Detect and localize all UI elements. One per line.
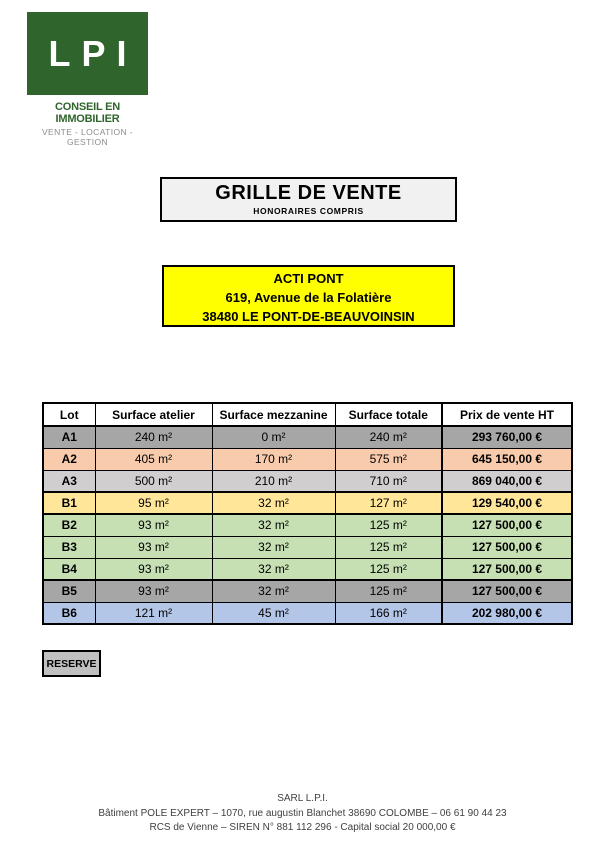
header-surface-mezzanine: Surface mezzanine — [212, 403, 335, 426]
table-row — [43, 426, 572, 448]
lot-id: B6 — [43, 602, 95, 624]
page-title: GRILLE DE VENTE — [215, 182, 402, 204]
lot-id: A2 — [43, 448, 95, 470]
document-title-box — [160, 177, 457, 222]
table-row — [43, 448, 572, 470]
lot-id: B4 — [43, 558, 95, 580]
surface-atelier-value: 500 m² — [95, 470, 212, 492]
prix-value: 645 150,00 € — [442, 448, 572, 470]
lot-id: A3 — [43, 470, 95, 492]
page-subtitle: HONORAIRES COMPRIS — [253, 206, 364, 216]
property-city: 38480 LE PONT-DE-BEAUVOINSIN — [202, 309, 415, 324]
prix-value: 293 760,00 € — [442, 426, 572, 448]
surface-mezzanine-value: 170 m² — [212, 448, 335, 470]
footer-address: Bâtiment POLE EXPERT – 1070, rue augustin Blanchet 38690 COLOMBE – 06 61 90 44 23 — [98, 807, 507, 819]
surface-atelier-value: 93 m² — [95, 514, 212, 536]
table-row — [43, 492, 572, 514]
surface-atelier-value: 93 m² — [95, 558, 212, 580]
lot-id: B1 — [43, 492, 95, 514]
surface-mezzanine-value: 210 m² — [212, 470, 335, 492]
prix-value: 127 500,00 € — [442, 558, 572, 580]
prix-value: 127 500,00 € — [442, 536, 572, 558]
company-logo — [27, 12, 177, 147]
surface-totale-value: 125 m² — [335, 514, 442, 536]
surface-totale-value: 125 m² — [335, 580, 442, 602]
surface-totale-value: 125 m² — [335, 536, 442, 558]
surface-atelier-value: 93 m² — [95, 580, 212, 602]
logo-tagline: CONSEIL EN IMMOBILIER — [54, 101, 121, 125]
table-row — [43, 514, 572, 536]
reserve-badge — [42, 650, 101, 677]
prix-value: 129 540,00 € — [442, 492, 572, 514]
surface-mezzanine-value: 45 m² — [212, 602, 335, 624]
table-row — [43, 580, 572, 602]
header-lot: Lot — [43, 403, 95, 426]
surface-atelier-value: 121 m² — [95, 602, 212, 624]
surface-atelier-value: 405 m² — [95, 448, 212, 470]
lot-id: A1 — [43, 426, 95, 448]
surface-totale-value: 166 m² — [335, 602, 442, 624]
surface-mezzanine-value: 0 m² — [212, 426, 335, 448]
table-row — [43, 536, 572, 558]
table-header-row — [43, 403, 572, 426]
surface-totale-value: 240 m² — [335, 426, 442, 448]
surface-mezzanine-value: 32 m² — [212, 558, 335, 580]
surface-totale-value: 125 m² — [335, 558, 442, 580]
prix-value: 869 040,00 € — [442, 470, 572, 492]
header-surface-atelier: Surface atelier — [95, 403, 212, 426]
footer-company: SARL L.P.I. — [277, 793, 328, 804]
logo-subline: VENTE - LOCATION - GESTION — [41, 127, 134, 147]
surface-mezzanine-value: 32 m² — [212, 514, 335, 536]
prix-value: 127 500,00 € — [442, 514, 572, 536]
lot-id: B3 — [43, 536, 95, 558]
footer — [0, 792, 605, 836]
footer-legal: RCS de Vienne – SIREN N° 881 112 296 - Capital social 20 000,00 € — [149, 822, 456, 833]
surface-mezzanine-value: 32 m² — [212, 580, 335, 602]
header-surface-totale: Surface totale — [335, 403, 442, 426]
table-row — [43, 558, 572, 580]
lot-id: B5 — [43, 580, 95, 602]
surface-totale-value: 575 m² — [335, 448, 442, 470]
property-name: ACTI PONT — [273, 271, 344, 286]
property-street: 619, Avenue de la Folatière — [225, 290, 392, 305]
surface-totale-value: 710 m² — [335, 470, 442, 492]
surface-atelier-value: 93 m² — [95, 536, 212, 558]
prix-value: 127 500,00 € — [442, 580, 572, 602]
surface-atelier-value: 240 m² — [95, 426, 212, 448]
lot-id: B2 — [43, 514, 95, 536]
surface-mezzanine-value: 32 m² — [212, 536, 335, 558]
surface-totale-value: 127 m² — [335, 492, 442, 514]
surface-atelier-value: 95 m² — [95, 492, 212, 514]
lpi-logo-text: LPI — [48, 32, 138, 74]
surface-mezzanine-value: 32 m² — [212, 492, 335, 514]
header-prix: Prix de vente HT — [442, 403, 572, 426]
table-row — [43, 470, 572, 492]
prix-value: 202 980,00 € — [442, 602, 572, 624]
reserve-label: RESERVE — [46, 657, 97, 670]
table-row — [43, 602, 572, 624]
price-grid-table — [42, 402, 573, 625]
lpi-logo-square — [27, 12, 148, 95]
property-address-box — [162, 265, 455, 327]
